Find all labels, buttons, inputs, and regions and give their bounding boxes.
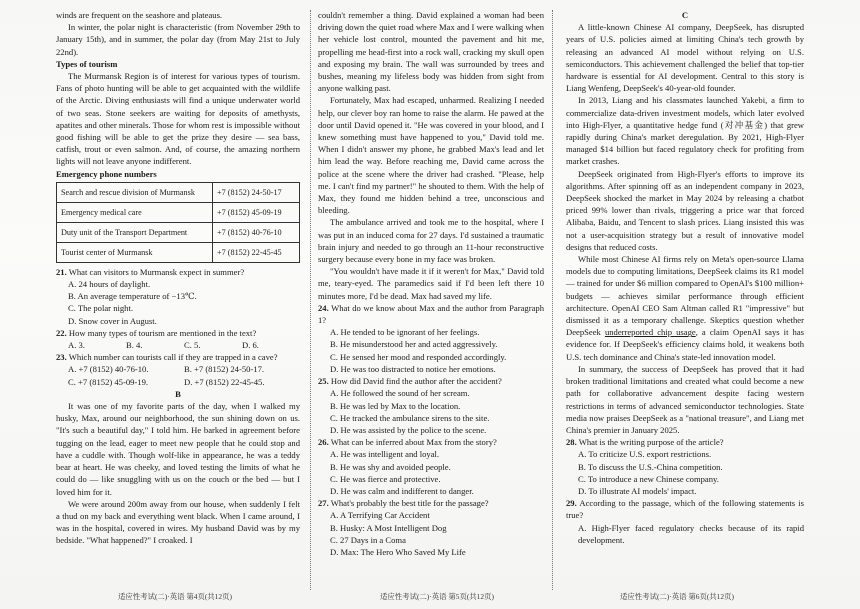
question <box>56 351 300 363</box>
column-middle <box>318 9 544 558</box>
question-text: What can be inferred about Max from the story? <box>330 437 497 448</box>
question-text: How did David find the author after the accident? <box>330 376 502 387</box>
answer-option: B. He was led by Max to the location. <box>330 400 461 411</box>
question-text: What can visitors to Murmansk expect in summer? <box>68 266 245 277</box>
question <box>318 375 544 387</box>
answer-option: A. He followed the sound of her scream. <box>330 388 470 399</box>
question-number: 28. <box>566 437 577 448</box>
question-number: 27. <box>318 498 329 509</box>
answer-options-row <box>56 363 300 375</box>
answer-option: B. Husky: A Most Intelligent Dog <box>330 522 447 533</box>
table-cell: +7 (8152) 45-09-19 <box>213 202 300 222</box>
question-number: 26. <box>318 437 329 448</box>
answer-option: D. Max: The Hero Who Saved My Life <box>330 546 466 557</box>
answer-option: B. 4. <box>126 340 143 351</box>
answer-option: C. He was fierce and protective. <box>330 473 441 484</box>
question-number: 22. <box>56 327 67 338</box>
paragraph: DeepSeek originated from High-Flyer's efforts to improve its algorithms. After spinning off as an independent company in 2023, DeepSeek shocked the market in May 2024 by releasing a chatbot priced 99% lower than rivals, triggering a price war that forced Alibaba, Baidu, and Tencent to slash prices. Liang insisted this was not a user-acquisition strategy but a result of innovative model designs that reduced costs. <box>566 168 804 252</box>
paragraph: It was one of my favorite parts of the day, when I walked my husky, Max, around our neighborhood, the sun shining down on us. "It's such a beautiful day," I told him. He barked in agreement before tugging on the lead, eager to meet new people that he could stop and have a cuddle with. Though wolf-like in appearance, he was a teddy bear at heart. He was cheeky, and loved testing the limits of what he could do — like snuggling with us on the couch or the bed — but I loved him for it. <box>56 401 300 497</box>
answer-option: D. He was calm and indifferent to danger. <box>330 485 474 496</box>
answer-option: D. To illustrate AI models' impact. <box>578 485 697 496</box>
section-heading: Emergency phone numbers <box>56 168 157 179</box>
paragraph-text: , a claim OpenAI says it has evidence for. If DeepSeek's efficiency claims hold, it weakens both U.S. tech dominance and China's state-led innovation model. <box>566 327 804 362</box>
table-cell: Search and rescue division of Murmansk <box>57 182 213 202</box>
table-cell: +7 (8152) 22-45-45 <box>213 242 300 262</box>
paragraph: In summary, the success of DeepSeek has proved that it had broken traditional limitations and created what could become a new path for collaborative advancement despite facing western restrictions in terms of advanced semiconductor technologies. State media now praises DeepSeek as a "national treasure", and Liang met China's premier in January 2025. <box>566 363 804 435</box>
column-left <box>56 9 300 547</box>
answer-options-row <box>56 339 300 351</box>
answer-option: C. The polar night. <box>68 303 134 314</box>
page-footer: 适应性考试(二)·英语 第6页(共12页) <box>620 592 734 601</box>
paragraph: The ambulance arrived and took me to the hospital, where I was put in an induced coma for 27 days. I'd sustained a traumatic brain injury and needed to go through an 11-hour reconstructive surgery because every bone in my face was broken. <box>318 217 544 265</box>
underlined-phrase: underreported chip usage <box>604 327 696 338</box>
paragraph: "You wouldn't have made it if it weren't for Max," David told me, teary-eyed. The paramedics said if I'd been left there 10 minutes more, I'd be dead. Max had saved my life. <box>318 266 544 301</box>
answer-option: B. He was shy and avoided people. <box>330 461 451 472</box>
answer-option: A. 3. <box>68 340 85 351</box>
paragraph: A little-known Chinese AI company, DeepSeek, has disrupted years of U.S. policies aimed at limiting China's tech growth by releasing an advanced AI model without relying on U.S. semiconductors. This achievement challenged the belief that top-tier hardware is essential for AI development. Central to this story is Liang Wenfeng, DeepSeek's 40-year-old founder. <box>566 22 804 94</box>
answer-option: B. To discuss the U.S.-China competition. <box>578 461 723 472</box>
table-cell: +7 (8152) 40-76-10 <box>213 222 300 242</box>
paragraph: We were around 200m away from our house, when suddenly I felt a thud on my back and everything went black. When I came around, I was in the hospital, covered in wires. My husband David was by my bedside. "What happened?" I croaked. I <box>56 498 300 546</box>
question-number: 23. <box>56 352 67 363</box>
table-cell: Emergency medical care <box>57 202 213 222</box>
answer-option: B. He misunderstood her and acted aggressively. <box>330 339 498 350</box>
table-row <box>57 182 300 202</box>
answer-option: A. High-Flyer faced regulatory checks because of its rapid development. <box>578 522 804 545</box>
answer-option: B. An average temperature of −13℃. <box>68 291 197 302</box>
paragraph: couldn't remember a thing. David explained a woman had been driving down the quiet road where Max and I were walking when her vehicle lost control, mounted the pavement and hit me, propelling me head-first into a rock wall, cracking my skull open and exposing my brain. The wall was surrounded by trees and bushes, meaning my lifeless body was hidden from sight from anyone walking past. <box>318 10 544 94</box>
question-text: What's probably the best title for the passage? <box>330 498 489 509</box>
question <box>566 497 804 521</box>
question-text: What do we know about Max and the author from Paragraph 1? <box>318 302 544 326</box>
question <box>318 436 544 448</box>
table-row <box>57 242 300 262</box>
table-cell: Tourist center of Murmansk <box>57 242 213 262</box>
answer-option: D. He was too distracted to notice her emotions. <box>330 363 496 374</box>
answer-option: D. Snow cover in August. <box>68 315 157 326</box>
question-number: 25. <box>318 376 329 387</box>
page-footer: 适应性考试(二)·英语 第5页(共12页) <box>380 592 494 601</box>
answer-option: A. He was intelligent and loyal. <box>330 449 440 460</box>
section-letter: B <box>175 388 181 399</box>
question <box>56 327 300 339</box>
table-row <box>57 222 300 242</box>
question-text: What is the writing purpose of the article? <box>578 437 724 448</box>
paragraph <box>566 253 804 363</box>
answer-option: C. 27 Days in a Coma <box>330 534 406 545</box>
intro-text: winds are frequent on the seashore and plateaus. <box>56 10 223 20</box>
page-footer: 适应性考试(二)·英语 第4页(共12页) <box>118 592 232 601</box>
question-number: 21. <box>56 266 67 277</box>
answer-option: D. 6. <box>242 340 259 351</box>
intro-text: In winter, the polar night is characteristic (from November 29th to January 15th), and in summer, the polar day (from May 21st to July 22nd). <box>56 22 300 57</box>
question-number: 24. <box>318 302 329 313</box>
emergency-phone-table <box>56 182 300 263</box>
column-separator <box>552 10 553 590</box>
answer-options-row <box>56 376 300 388</box>
question <box>56 266 300 278</box>
answer-option: B. +7 (8152) 24-50-17. <box>184 364 265 375</box>
question-text: Which number can tourists call if they are trapped in a cave? <box>68 352 278 363</box>
question <box>318 302 544 326</box>
answer-option: C. He tracked the ambulance sirens to the site. <box>330 412 490 423</box>
answer-option: C. To introduce a new Chinese company. <box>578 473 719 484</box>
column-separator <box>310 10 311 590</box>
table-row <box>57 202 300 222</box>
paragraph: In 2013, Liang and his classmates launched Yakebi, a firm to commercialize data-driven investment models, which later evolved into High-Flyer, a quantitative hedge fund (对冲基金) that grew rapidly during China's market deregulation. By 2021, High-Flyer managed $14 billion but faced regulatory check for profiting from market crashes. <box>566 95 804 167</box>
question-number: 29. <box>566 498 577 509</box>
section-letter: C <box>681 10 689 20</box>
answer-option: C. +7 (8152) 45-09-19. <box>68 376 149 387</box>
question <box>566 436 804 448</box>
column-right <box>566 9 804 546</box>
paragraph-text: While most Chinese AI firms rely on Meta's open-source Llama models due to computing limitations, DeepSeek claims its R1 model — trained for under $6 million compared to OpenAI's $100 million+ budgets — achieves similar performance through efficient architecture. OpenAI CEO Sam Altman called R1 "impressive" but dismissed it as a temporary challenge. Skeptics question whether DeepSeek <box>566 254 804 338</box>
answer-option: A. To criticize U.S. export restrictions. <box>578 449 712 460</box>
answer-option: A. 24 hours of daylight. <box>68 279 151 290</box>
answer-option: C. 5. <box>184 340 201 351</box>
answer-option: A. +7 (8152) 40-76-10. <box>68 364 149 375</box>
answer-option: D. He was assisted by the police to the scene. <box>330 424 487 435</box>
answer-option: A. He tended to be ignorant of her feelings. <box>330 327 480 338</box>
question <box>318 497 544 509</box>
answer-option: D. +7 (8152) 22-45-45. <box>184 376 265 387</box>
answer-option: C. He sensed her mood and responded accordingly. <box>330 351 507 362</box>
paragraph: The Murmansk Region is of interest for various types of tourism. Fans of photo hunting will be able to get acquainted with the wildlife of the Arctic. Diving enthusiasts will find a unique underwater world of two seas. Stone seekers are waiting for deposits of amethysts, apatites and other minerals. Those for whom rest is impossible without good fishing will be able to get the prize they desire — sea bass, catfish, trout or even salmon. And, of course, the amazing northern lights will not leave anyone indifferent. <box>56 71 300 167</box>
table-cell: Duty unit of the Transport Department <box>57 222 213 242</box>
question-text: According to the passage, which of the following statements is true? <box>566 498 804 521</box>
answer-option: A. A Terrifying Car Accident <box>330 510 430 521</box>
question-text: How many types of tourism are mentioned in the text? <box>68 327 257 338</box>
table-cell: +7 (8152) 24-50-17 <box>213 182 300 202</box>
paragraph: Fortunately, Max had escaped, unharmed. Realizing I needed help, our clever boy ran home to raise the alarm. He pawed at the door until David opened it. "He was covered in your blood, and I knew something must have happened to you," David told me. When I didn't answer my phone, he grabbed Max's lead and let him lead the way. Before reaching me, David came across the police at the scene where the driver had crashed. "Please, help me. I can't find my partner!" he shouted to them. With the help of Max, they found me hidden behind a tree, unconscious and bleeding. <box>318 95 544 216</box>
section-heading: Types of tourism <box>56 58 118 69</box>
